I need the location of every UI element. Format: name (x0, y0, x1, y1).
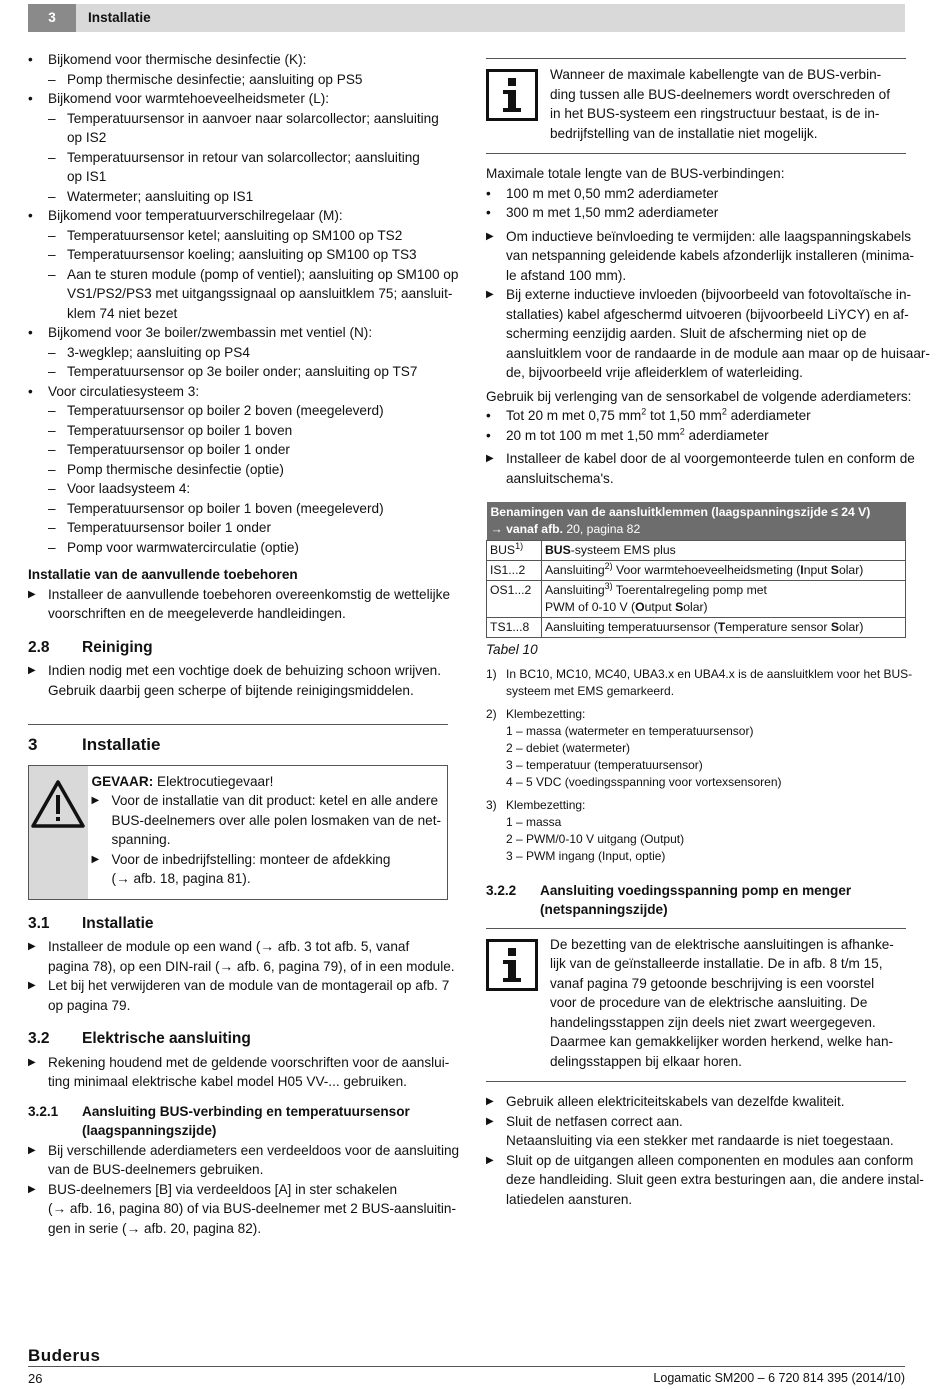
cleaning-step: ▶ Indien nodig met een vochtige doek de behuizing schoon wrijven. (28, 663, 441, 678)
table-header: Benamingen van de aansluitklemmen (laagspanningszijde ≤ 24 V) → vanaf afb. 20, pagina 82 (487, 502, 906, 541)
list-item: – Aan te sturen module (pomp of ventiel); aansluiting op SM100 op (48, 266, 459, 282)
list-item: – Temperatuursensor op boiler 1 boven (meegeleverd) (48, 500, 384, 516)
list-item: – Temperatuursensor op 3e boiler onder; aansluiting op TS7 (48, 364, 418, 379)
accessories-step: ▶ Installeer de aanvullende toebehoren overeenkomstig de wettelijke (28, 586, 451, 602)
table-row (487, 618, 906, 638)
list-item: – Temperatuursensor op boiler 2 boven (meegeleverd) (48, 403, 384, 418)
max-length-intro: Maximale totale lengte van de BUS-verbindingen: (486, 166, 785, 181)
table-row (487, 541, 906, 561)
section-3-heading: 3 Installatie (28, 724, 448, 755)
section-3-2-2-heading: 3.2.2 Aansluiting voedingsspanning pomp en menger (486, 882, 852, 898)
list-item: klem 74 niet bezet (67, 305, 178, 321)
footnote: 3) Klembezetting: 1 – massa 2 – PWM/0-10 V uitgang (Output) 3 – PWM ingang (Input, optie) (486, 797, 685, 863)
terminal-key: TS1...8 (487, 618, 542, 638)
instruction-step: deze handleiding. Sluit geen extra besturingen aan, die andere instal- (506, 1172, 924, 1187)
list-item: – Temperatuursensor op boiler 1 boven (48, 422, 293, 438)
list-item: • Bijkomend voor 3e boiler/zwembassin met ventiel (N): (28, 325, 373, 340)
list-item: – Temperatuursensor in aanvoer naar solarcollector; aansluiting (48, 110, 439, 126)
instruction-step: ▶ Gebruik alleen elektriciteitskabels van dezelfde kwaliteit. (486, 1094, 845, 1109)
footnotes (486, 666, 913, 865)
list-item: – Temperatuursensor boiler 1 onder (48, 520, 272, 535)
list-item: • Bijkomend voor warmtehoeveelheidsmeter (L): (28, 91, 330, 106)
terminal-description: BUS-systeem EMS plus (542, 541, 906, 561)
list-item: – 3-wegklep; aansluiting op PS4 (48, 344, 250, 360)
terminal-description: Aansluiting temperatuursensor (Temperature sensor Solar) (542, 618, 906, 638)
table-caption: Tabel 10 (486, 642, 538, 657)
list-item: • Bijkomend voor thermische desinfectie (K): (28, 52, 307, 67)
list-item: – Watermeter; aansluiting op IS1 (48, 188, 254, 204)
footnote: 2) Klembezetting: 1 – massa (watermeter en temperatuursensor) 2 – debiet (watermeter) 3 – temperatuur (temperatuursensor) 4 – 5 VDC (voedingsspanning voor vortexsensoren) (486, 706, 782, 789)
header-chapter-number: 3 (28, 4, 76, 32)
section-3-1-heading: 3.1 Installatie (28, 914, 154, 932)
instruction-step: Netaansluiting via een stekker met randaarde is niet toegestaan. (506, 1133, 894, 1148)
info-note-bus: Wanneer de maximale kabellengte van de BUS-verbin- ding tussen alle BUS-deelnemers wordt overschreden of in het BUS-systeem een ringstructuur bestaat, is de in- bedrijfstelling van de installatie niet mogelijk. (486, 58, 906, 154)
danger-title: GEVAAR: Elektrocutiegevaar! (91, 773, 274, 789)
right-column: Wanneer de maximale kabellengte van de BUS-verbin- ding tussen alle BUS-deelnemers wordt overschreden of in het BUS-systeem een ringstructuur bestaat, is de in- bedrijfstelling van de installatie niet mogelijk. Maximale totale lengte van de BUS-verbindingen: • 100 m met 0,50 mm2 aderdiameter • 300 m met 1,50 mm2 aderdiameter ▶ Om inductieve beïnvloeding te vermijden: alle laagspanningskabels van netspanning geleidende kabels afzonderlijk installeren (minima- le afstand 100 mm). ▶ Bij externe inductieve invloeden (bijvoorbeeld van fotovoltaïsche in- stallaties) kabel afgeschermd uitvoeren (bijvoorbeeld LiYCY) en af- scherming eenzijdig aarden. Sluit de afscherming niet op de aansluitklem voor de randaarde in de module aan maar op de huisaar- de, bijvoorbeeld vrije afleiderklem of waterleiding. Gebruik bij verlenging van de sensorkabel de volgende aderdiameters: • Tot 20 m met 0,75 $mm^2$ tot 1,50 $mm^2$ aderdiameter • 20 m tot 100 m met 1,50 $mm^2$ aderdiameter ▶ Installeer de kabel door de al voorgemonteerde tulen en conform de aansluitschema's. Benamingen van de aansluitklemmen (laagspanningszijde ≤ 24 V) → vanaf afb. 20, pagina 82 BUS$^{1)}$ BUS-systeem EMS plus IS1...2 Aansluiting$^{2)}$ Voor warmtehoeveelheidsmeting (Input Solar) OS1...2 Aansluiting$^{3)}$ Toerentalregeling pomp met PWM of 0-10 V (Output Solar) TS1...8 Aansluiting temperatuursensor (Temperature sensor Solar) Tabel 10 1) In BC10, MC10, MC40, UBA3.x en UBA4.x is de aansluitklem voor het BUS- systeem met EMS gemarkeerd. 2) Klembezetting: 1 – massa (watermeter en temperatuursensor) 2 – debiet (watermeter) 3 – temperatuur (temperatuursensor) 4 – 5 VDC (voedingsspanning voor vortexsensoren) 3) Klembezetting: 1 – massa 2 – PWM/0-10 V uitgang (Output) 3 – PWM ingang (Input, optie) 3.2.2 Aansluiting voedingsspanning pomp en menger (netspanningszijde) De bezetting van de elektrische aansluitingen is afhanke- lijk van de geïnstalleerde installatie. De in afb. 8 t/m 15, vanaf pagina 79 getoonde beschrijving is een voorstel voor de procedure van de elektrische aansluiting. De handelingsstappen zijn deels niet zwart weergegeven. Daarmee kan gemakkelijker worden herkend, welke han- delingsstappen bij elkaar horen. ▶ Gebruik alleen elektriciteitskabels van dezelfde kwaliteit. ▶ Sluit de netfasen correct aan. Netaansluiting via een stekker met randaarde is niet toegestaan. ▶ Sluit op de uitgangen alleen componenten en modules aan conform deze handleiding. Sluit geen extra besturingen aan, die andere instal- latiedelen aansturen. (486, 58, 906, 1209)
table-row (487, 561, 906, 581)
section-3-2-heading: 3.2 Elektrische aansluiting (28, 1030, 251, 1047)
list-item: • Voor circulatiesysteem 3: (28, 383, 200, 399)
table-row (487, 581, 906, 618)
mains-steps (486, 1092, 924, 1209)
list-item: op IS2 (67, 130, 107, 145)
terminal-key: OS1...2 (487, 581, 542, 618)
list-item: – Pomp thermische desinfectie (optie) (48, 461, 284, 477)
list-item: – Temperatuursensor in retour van solarcollector; aansluiting (48, 149, 420, 165)
info-icon (486, 65, 550, 143)
terminal-description: Aansluiting$^{3)}$ Toerentalregeling pomp met PWM of 0-10 V (Output Solar) (542, 581, 906, 618)
footer-rule (28, 1366, 905, 1367)
list-item: op IS1 (67, 169, 107, 184)
section-2-8-heading: 2.8 Reiniging (28, 638, 153, 656)
list-item: – Temperatuursensor op boiler 1 onder (48, 442, 290, 457)
header-chapter-title: Installatie (88, 10, 151, 25)
header-bar (28, 4, 905, 32)
terminal-table (486, 502, 906, 638)
document-id: Logamatic SM200 – 6 720 814 395 (2014/10) (653, 1371, 905, 1385)
list-item: – Voor laadsysteem 4: (48, 481, 191, 496)
danger-box: GEVAAR: Elektrocutiegevaar! ▶ Voor de installatie van dit product: ketel en alle andere BUS-deelnemers over alle polen losmaken van de net- spanning. ▶ Voor de inbedrijfstelling: monteer de afdekking (→ afb. 18, pagina 81). (28, 765, 448, 900)
terminal-description: Aansluiting$^{2)}$ Voor warmtehoeveelheidsmeting (Input Solar) (542, 561, 906, 581)
footnote: 1) In BC10, MC10, MC40, UBA3.x en UBA4.x is de aansluitklem voor het BUS- systeem met EMS gemarkeerd. (486, 666, 913, 698)
section-3-2-1-heading: 3.2.1 Aansluiting BUS-verbinding en temperatuursensor (28, 1103, 410, 1119)
list-item: – Pomp thermische desinfectie; aansluiting op PS5 (48, 71, 363, 87)
left-column: • Bijkomend voor thermische desinfectie (K): – Pomp thermische desinfectie; aansluiting op PS5 • Bijkomend voor warmtehoeveelheidsmeter (L): – Temperatuursensor in aanvoer naar solarcollector; aansluiting op IS2 – Temperatuursensor in retour van solarcollector; aansluiting op IS1 – Watermeter; aansluiting op IS1 • Bijkomend voor temperatuurverschilregelaar (M): – Temperatuursensor ketel; aansluiting op SM100 op TS2 – Temperatuursensor koeling; aansluiting op SM100 op TS3 – Aan te sturen module (pomp of ventiel); aansluiting op SM100 op VS1/PS2/PS3 met uitgangssignaal op aansluitklem 75; aansluit- klem 74 niet bezet • Bijkomend voor 3e boiler/zwembassin met ventiel (N): – 3-wegklep; aansluiting op PS4 – Temperatuursensor op 3e boiler onder; aansluiting op TS7 • Voor circulatiesysteem 3: – Temperatuursensor op boiler 2 boven (meegeleverd) – Temperatuursensor op boiler 1 boven – Temperatuursensor op boiler 1 onder – Pomp thermische desinfectie (optie) – Voor laadsysteem 4: – Temperatuursensor op boiler 1 boven (meegeleverd) – Temperatuursensor boiler 1 onder – Pomp voor warmwatercirculatie (optie) Installatie van de aanvullende toebehoren ▶ Installeer de aanvullende toebehoren overeenkomstig de wettelijke voorschriften en de meegeleverde handleidingen. 2.8 Reiniging ▶ Indien nodig met een vochtige doek de behuizing schoon wrijven. Gebruik daarbij geen scherpe of bijtende reinigingsmiddelen. 3 Installatie GEVAAR: Elektrocutiegevaar! ▶ Voor de installatie van dit product: ketel en alle andere BUS-deelnemers over alle polen losmaken van de net- spanning. ▶ Voor de inbedrijfstelling: monteer de afdekking (→ afb. 18, pagina 81). 3.1 Installatie ▶ Installeer de module op een wand (→ afb. 3 tot afb. 5, vanaf pagina 78), op een DIN-rail (→ afb. 6, pagina 79), of in een module. ▶ Let bij het verwijderen van de module van de montagerail op afb. 7 op pagina 79. 3.2 Elektrische aansluiting ▶ Rekening houdend met de geldende voorschriften voor de aanslui- ting minimaal elektrische kabel model H05 VV-... gebruiken. 3.2.1 Aansluiting BUS-verbinding en temperatuursensor (laagspanningszijde) ▶ Bij verschillende aderdiameters een verdeeldoos voor de aansluiting van de BUS-deelnemers gebruiken. ▶ BUS-deelnemers [B] via verdeeldoos [A] in ster schakelen (→ afb. 16, pagina 80) of via BUS-deelnemer met 2 BUS-aansluitin- gen in serie (→ afb. 20, pagina 82). (28, 52, 460, 1236)
warning-triangle-icon (29, 766, 88, 899)
instruction-step: ▶ Sluit op de uitgangen alleen componenten en modules aan conform (486, 1152, 914, 1168)
list-item: – Pomp voor warmwatercirculatie (optie) (48, 539, 299, 555)
instruction-step: ▶ Sluit de netfasen correct aan. (486, 1113, 683, 1129)
instruction-step: latiedelen aansturen. (506, 1191, 633, 1207)
sensor-cable-intro: Gebruik bij verlenging van de sensorkabel de volgende aderdiameters: (486, 388, 912, 404)
info-icon (486, 935, 550, 1072)
accessories-heading: Installatie van de aanvullende toebehoren (28, 567, 298, 582)
list-item: – Temperatuursensor koeling; aansluiting op SM100 op TS3 (48, 247, 417, 262)
list-item: • Bijkomend voor temperatuurverschilregelaar (M): (28, 208, 343, 223)
accessory-list (28, 50, 459, 557)
list-item: – Temperatuursensor ketel; aansluiting op SM100 op TS2 (48, 227, 403, 243)
info-note-connections: De bezetting van de elektrische aansluitingen is afhanke- lijk van de geïnstalleerde installatie. De in afb. 8 t/m 15, vanaf pagina 79 getoonde beschrijving is een voorstel voor de procedure van de elektrische aansluiting. De handelingsstappen zijn deels niet zwart weergegeven. Daarmee kan gemakkelijker worden herkend, welke han- delingsstappen bij elkaar horen. (486, 928, 906, 1083)
brand-logo: Buderus (28, 1346, 101, 1365)
terminal-key: IS1...2 (487, 561, 542, 581)
list-item: VS1/PS2/PS3 met uitgangssignaal op aansluitklem 75; aansluit- (67, 286, 453, 301)
terminal-key: BUS$^{1)}$ (487, 541, 542, 561)
page-number: 26 (28, 1371, 43, 1386)
